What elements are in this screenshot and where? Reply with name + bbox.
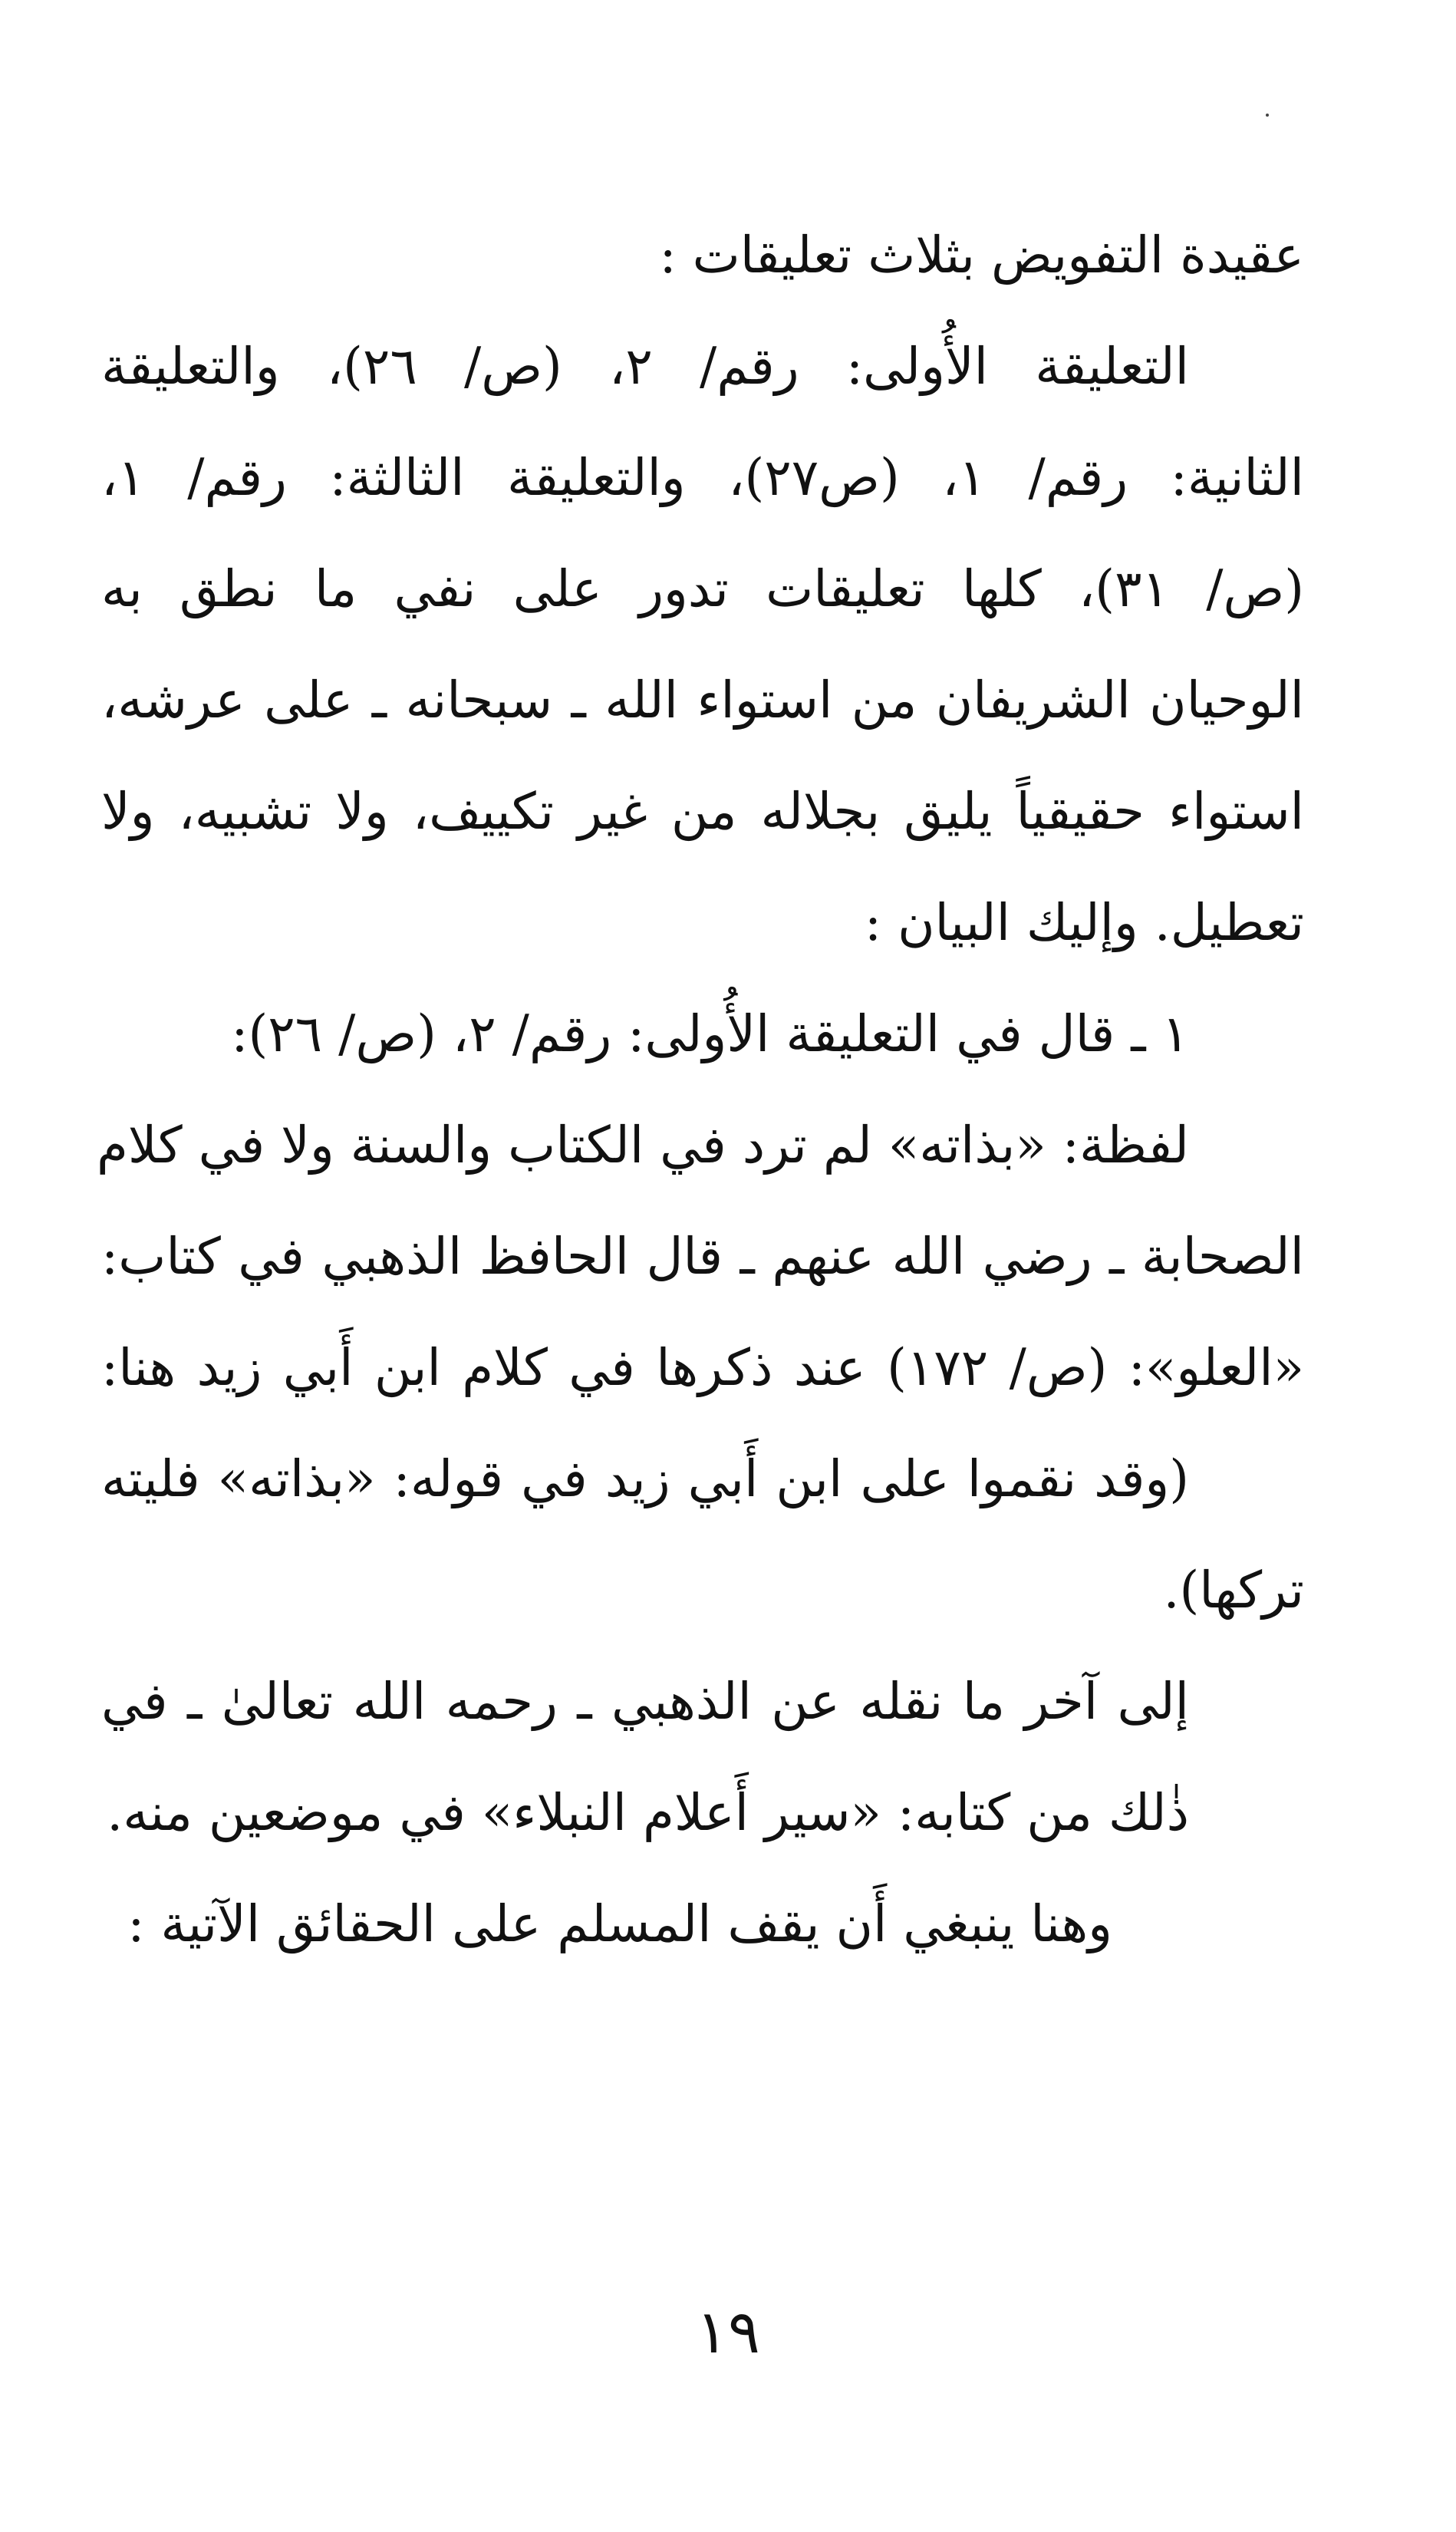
paragraph-line: وهنا ينبغي أَن يقف المسلم على الحقائق الآتية : — [127, 1894, 1112, 1953]
scan-speck — [1266, 114, 1269, 117]
paragraph-line: الصحابة ـ رضي الله عنهم ـ قال الحافظ الذهبي في كتاب: — [101, 1227, 1304, 1286]
numbered-item: ١ ـ قال في التعليقة الأُولى: رقم/ ٢، (ص/ ٢٦): — [231, 1004, 1189, 1063]
quote-line: (وقد نقموا على ابن أَبي زيد في قوله: «بذاته» فليته — [101, 1449, 1189, 1508]
paragraph-line: الوحيان الشريفان من استواء الله ـ سبحانه ـ على عرشه، — [101, 671, 1304, 730]
paragraph-line: ذٰلك من كتابه: «سير أَعلام النبلاء» في موضعين منه. — [107, 1783, 1189, 1842]
paragraph-line: «العلو»: (ص/ ١٧٢) عند ذكرها في كلام ابن أَبي زيد هنا: — [101, 1338, 1304, 1397]
paragraph-line: التعليقة الأُولى: رقم/ ٢، (ص/ ٢٦)، والتعليقة — [101, 337, 1189, 396]
paragraph-line: (ص/ ٣١)، كلها تعليقات تدور على نفي ما نطق به — [101, 559, 1305, 618]
paragraph-line: استواء حقيقياً يليق بجلاله من غير تكييف، ولا تشبيه، ولا — [101, 782, 1304, 841]
body-text — [97, 199, 1305, 1980]
paragraph-line: لفظة: «بذاته» لم ترد في الكتاب والسنة ولا في كلام — [97, 1116, 1189, 1175]
quote-line: تركها). — [1163, 1561, 1304, 1620]
page-number: ١٩ — [696, 2298, 760, 2367]
paragraph-line: تعطيل. وإليك البيان : — [864, 893, 1304, 952]
paragraph-line: الثانية: رقم/ ١، (ص٢٧)، والتعليقة الثالثة: رقم/ ١، — [101, 448, 1305, 507]
paragraph-line: إلى آخر ما نقله عن الذهبي ـ رحمه الله تعالىٰ ـ في — [101, 1672, 1189, 1731]
section-heading: عقيدة التفويض بثلاث تعليقات : — [659, 226, 1304, 285]
